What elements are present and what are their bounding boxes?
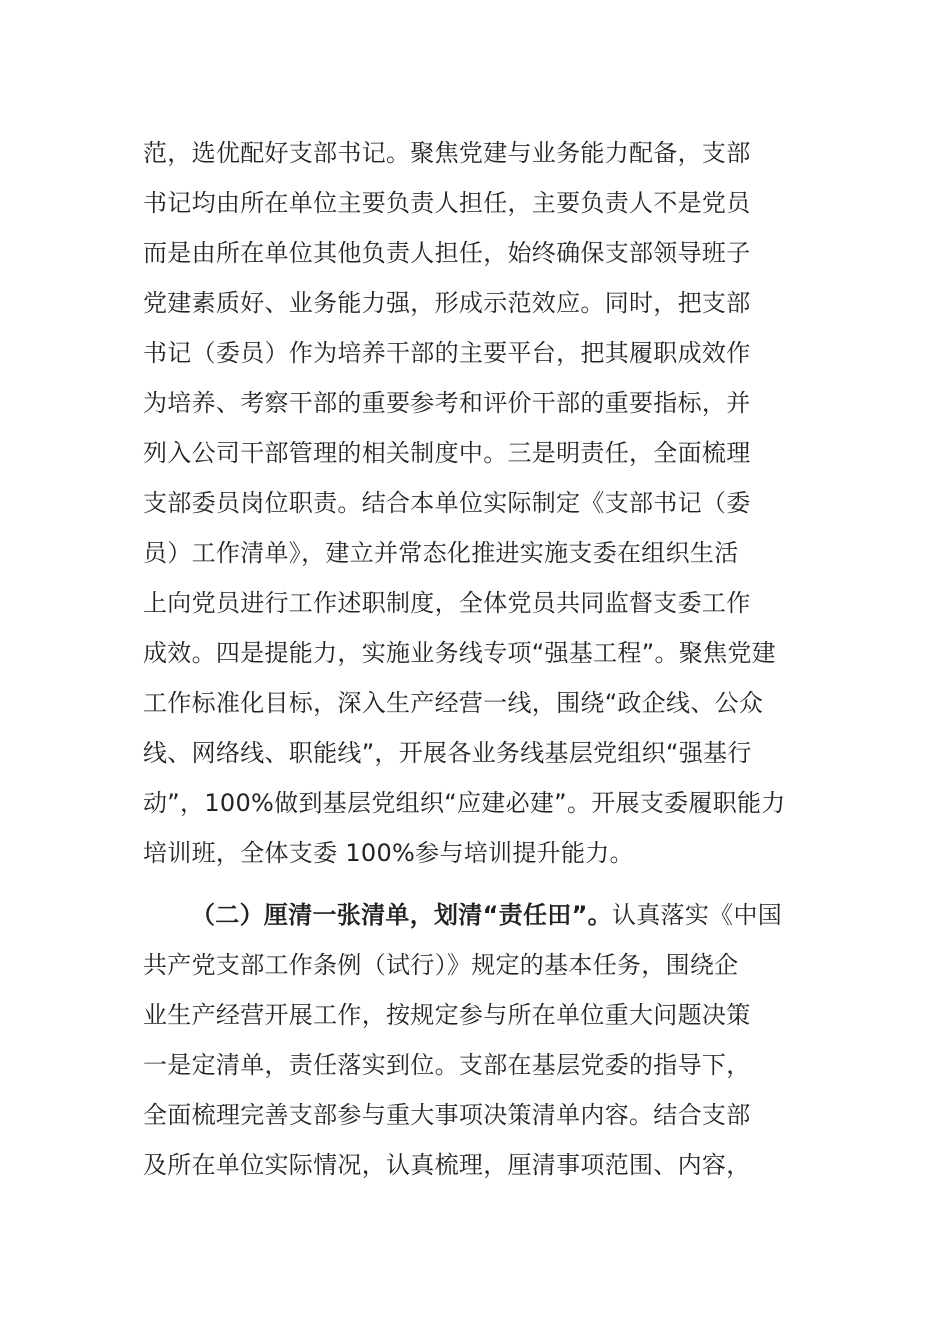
text-line: 书记（委员）作为培养干部的主要平台，把其履职成效作	[143, 339, 751, 367]
paragraph-2	[143, 890, 813, 1190]
paragraph-1	[143, 128, 813, 878]
text-line: 业生产经营开展工作，按规定参与所在单位重大问题决策	[143, 1001, 751, 1029]
text-line: 培训班，全体支委 100%参与培训提升能力。	[143, 839, 634, 867]
text-line: 员）工作清单》，建立并常态化推进实施支委在组织生活	[143, 539, 739, 567]
text-line: 成效。四是提能力，实施业务线专项“强基工程”。聚焦党建	[143, 639, 776, 667]
text-line: 范，选优配好支部书记。聚焦党建与业务能力配备，支部	[143, 139, 751, 167]
text-line: 全面梳理完善支部参与重大事项决策清单内容。结合支部	[143, 1101, 751, 1129]
text-line: 及所在单位实际情况，认真梳理，厘清事项范围、内容，	[143, 1151, 751, 1179]
text-line: 线、网络线、职能线”，开展各业务线基层党组织“强基行	[143, 739, 752, 767]
text-line: 工作标准化目标，深入生产经营一线，围绕“政企线、公众	[143, 689, 764, 717]
text-line: 党建素质好、业务能力强，形成示范效应。同时，把支部	[143, 289, 751, 317]
text-line: 为培养、考察干部的重要参考和评价干部的重要指标，并	[143, 389, 751, 417]
text-line: 一是定清单，责任落实到位。支部在基层党委的指导下，	[143, 1051, 751, 1079]
text-line: 支部委员岗位职责。结合本单位实际制定《支部书记（委	[143, 489, 751, 517]
text-line: 书记均由所在单位主要负责人担任，主要负责人不是党员	[143, 189, 751, 217]
text-line: 列入公司干部管理的相关制度中。三是明责任，全面梳理	[143, 439, 751, 467]
text-line: 共产党支部工作条例（试行）》规定的基本任务，围绕企	[143, 951, 739, 979]
text-line: 动”，100%做到基层党组织“应建必建”。开展支委履职能力	[143, 789, 786, 817]
paragraph-2-first-line	[143, 890, 813, 940]
text-line: 而是由所在单位其他负责人担任，始终确保支部领导班子	[143, 239, 751, 267]
text-span: 认真落实《中国	[611, 901, 783, 929]
section-heading: （二）厘清一张清单，划清“责任田”。	[191, 901, 612, 929]
document-body	[143, 128, 813, 1190]
text-line: 上向党员进行工作述职制度，全体党员共同监督支委工作	[143, 589, 751, 617]
